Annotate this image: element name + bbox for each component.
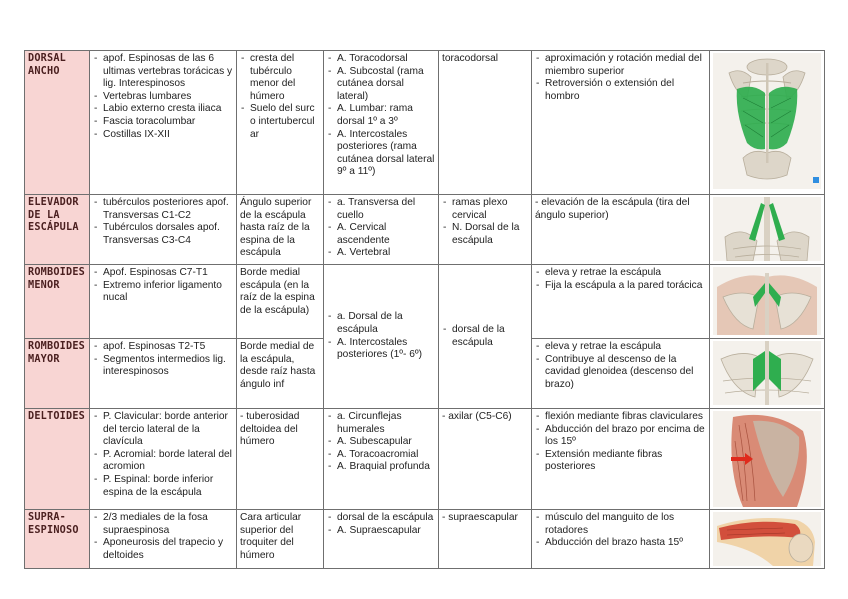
table-row	[25, 409, 825, 510]
list-item: - Tubérculos dorsales apof. Transversas C3-C4	[93, 222, 233, 247]
insertion-cell	[237, 51, 324, 195]
action-cell	[532, 265, 710, 339]
list-item: - a. Circunflejas humerales	[327, 411, 435, 436]
muscle-name: SUPRA-ESPINOSO	[25, 510, 90, 569]
list-item: - Retroversión o extensión del hombro	[535, 78, 706, 103]
list-item: - Fija la escápula a la pared torácica	[535, 280, 706, 293]
nerve-cell	[439, 195, 532, 265]
muscle-name: DELTOIDES	[25, 409, 90, 510]
list-item: - Aponeurosis del trapecio y deltoides	[93, 537, 233, 562]
nerve-cell: - axilar (C5-C6)	[439, 409, 532, 510]
rhomboid-minor-illustration	[713, 267, 821, 335]
list-item: - P. Espinal: borde inferior espina de la escápula	[93, 474, 233, 499]
list-item: - Costillas IX-XII	[93, 129, 233, 142]
list-item: - cresta del tubérculo menor del húmero	[240, 53, 320, 103]
list-item: - Suelo del surco intertubercular	[240, 103, 320, 141]
muscle-name: ROMBOIDES MENOR	[25, 265, 90, 339]
list-item: - A. Toracodorsal	[327, 53, 435, 66]
list-item: - apof. Espinosas de las 6 ultimas vertebras torácicas y lig. Interespinosos	[93, 53, 233, 91]
list-item: - Segmentos intermedios lig. interespinosos	[93, 354, 233, 379]
list-item: - Apof. Espinosas C7-T1	[93, 267, 233, 280]
artery-cell	[324, 51, 439, 195]
list-item: - A. Subcostal (rama cutánea dorsal lateral)	[327, 66, 435, 104]
artery-cell	[324, 265, 439, 409]
nerve-cell: - supraescapular	[439, 510, 532, 569]
levator-scapulae-illustration	[713, 197, 821, 261]
muscle-name: DORSAL ANCHO	[25, 51, 90, 195]
list-item: - Labio externo cresta iliaca	[93, 103, 233, 116]
action-cell	[532, 510, 710, 569]
list-item: - P. Clavicular: borde anterior del tercio lateral de la clavícula	[93, 411, 233, 449]
artery-cell	[324, 510, 439, 569]
list-item: - A. Lumbar: rama dorsal 1º a 3º	[327, 103, 435, 128]
insertion-cell: Cara articular superior del troquiter del húmero	[237, 510, 324, 569]
origin-cell	[90, 409, 237, 510]
list-item: - aproximación y rotación medial del miembro superior	[535, 53, 706, 78]
latissimus-dorsi-illustration-cell	[710, 51, 825, 195]
list-item: - ramas plexo cervical	[442, 197, 528, 222]
list-item: - 2/3 mediales de la fosa supraespinosa	[93, 512, 233, 537]
list-item: - Extensión mediante fibras posteriores	[535, 449, 706, 474]
artery-cell	[324, 409, 439, 510]
latissimus-dorsi-illustration	[713, 53, 821, 189]
list-item: - eleva y retrae la escápula	[535, 341, 706, 354]
list-item: - flexión mediante fibras claviculares	[535, 411, 706, 424]
action-cell	[532, 409, 710, 510]
list-item: - eleva y retrae la escápula	[535, 267, 706, 280]
action-cell	[532, 339, 710, 409]
list-item: - A. Intercostales posteriores (1º- 6º)	[327, 337, 435, 362]
table-row	[25, 195, 825, 265]
list-item: - dorsal de la escápula	[442, 324, 528, 349]
list-item: - Abducción del brazo hasta 15º	[535, 537, 706, 550]
nerve-cell: toracodorsal	[439, 51, 532, 195]
list-item: - a. Transversa del cuello	[327, 197, 435, 222]
table-row	[25, 265, 825, 339]
insertion-cell: Borde medial de la escápula, desde raíz hasta ángulo inf	[237, 339, 324, 409]
list-item: - A. Intercostales posteriores (rama cutánea dorsal lateral 9º a 11º)	[327, 129, 435, 179]
nerve-cell	[439, 265, 532, 409]
rhomboid-major-illustration-cell	[710, 339, 825, 409]
rhomboid-minor-illustration-cell	[710, 265, 825, 339]
list-item: - Vertebras lumbares	[93, 91, 233, 104]
action-cell	[532, 51, 710, 195]
artery-cell	[324, 195, 439, 265]
list-item: - músculo del manguito de los rotadores	[535, 512, 706, 537]
list-item: - dorsal de la escápula	[327, 512, 435, 525]
insertion-cell: Borde medial escápula (en la raíz de la espina de la escápula)	[237, 265, 324, 339]
list-item: - P. Acromial: borde lateral del acromion	[93, 449, 233, 474]
levator-scapulae-illustration-cell	[710, 195, 825, 265]
list-item: - tubérculos posteriores apof. Transversas C1-C2	[93, 197, 233, 222]
supraspinatus-illustration	[713, 512, 821, 566]
insertion-cell: - tuberosidad deltoidea del húmero	[237, 409, 324, 510]
list-item: - A. Braquial profunda	[327, 461, 435, 474]
list-item: - A. Cervical ascendente	[327, 222, 435, 247]
origin-cell	[90, 195, 237, 265]
origin-cell	[90, 51, 237, 195]
deltoid-illustration-cell	[710, 409, 825, 510]
origin-cell	[90, 339, 237, 409]
list-item: - A. Supraescapular	[327, 525, 435, 538]
list-item: - A. Vertebral	[327, 247, 435, 260]
origin-cell	[90, 510, 237, 569]
list-item: - N. Dorsal de la escápula	[442, 222, 528, 247]
list-item: - Fascia toracolumbar	[93, 116, 233, 129]
deltoid-illustration	[713, 411, 821, 507]
table-row	[25, 510, 825, 569]
muscle-table	[24, 50, 825, 569]
list-item: - Extremo inferior ligamento nucal	[93, 280, 233, 305]
list-item: - Contribuye al descenso de la cavidad glenoidea (descenso del brazo)	[535, 354, 706, 392]
list-item: - apof. Espinosas T2-T5	[93, 341, 233, 354]
muscle-name: ROMBOIDES MAYOR	[25, 339, 90, 409]
list-item: - Abducción del brazo por encima de los 15º	[535, 424, 706, 449]
rhomboid-major-illustration	[713, 341, 821, 405]
insertion-cell: Ángulo superior de la escápula hasta raíz de la espina de la escápula	[237, 195, 324, 265]
list-item: - a. Dorsal de la escápula	[327, 311, 435, 336]
origin-cell	[90, 265, 237, 339]
action-cell: - elevación de la escápula (tira del ángulo superior)	[532, 195, 710, 265]
list-item: - A. Toracoacromial	[327, 449, 435, 462]
muscle-name: ELEVADOR DE LA ESCÁPULA	[25, 195, 90, 265]
table-row	[25, 51, 825, 195]
supraspinatus-illustration-cell	[710, 510, 825, 569]
list-item: - A. Subescapular	[327, 436, 435, 449]
